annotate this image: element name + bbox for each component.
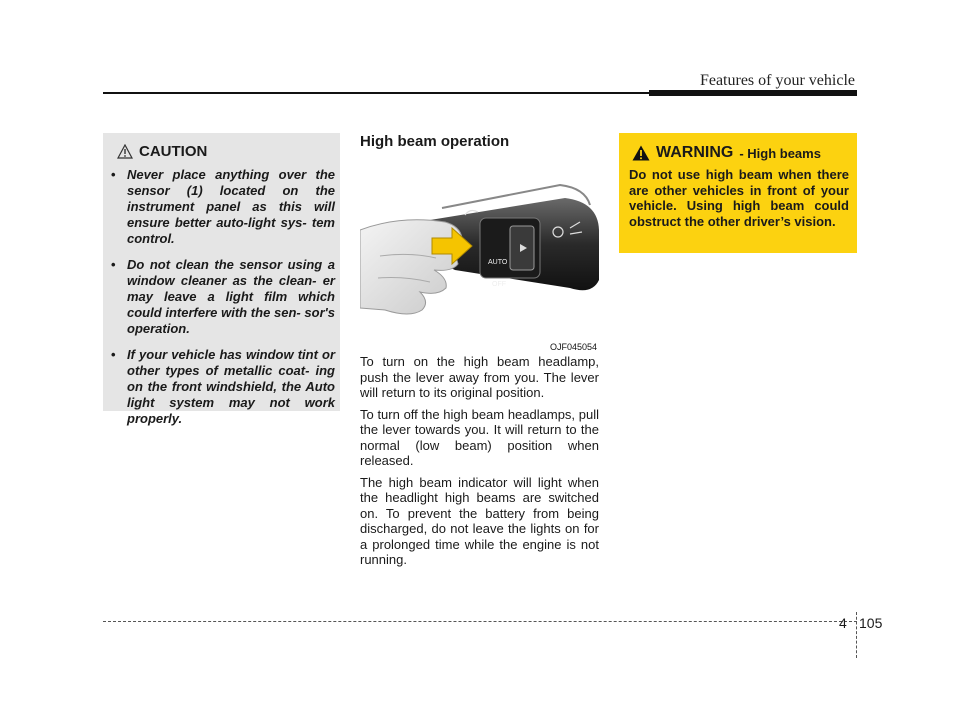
caution-heading-text: CAUTION — [139, 143, 208, 160]
header-rule-accent — [649, 90, 857, 96]
warning-heading — [632, 144, 821, 162]
caution-item: • Never place anything over the sensor (1) located on the instrument panel as this will ensure better auto-light sys- tem control. — [113, 167, 335, 247]
body-text — [360, 354, 599, 574]
warning-text: Do not use high beam when there are other vehicles in front of your vehicle. Using high beam could obstruct the other driver’s vision. — [629, 167, 849, 229]
caution-item: • If your vehicle has window tint or other types of metallic coat- ing on the front windshield, the Auto light system may not work properly. — [113, 347, 335, 427]
caution-box — [103, 133, 340, 426]
figure-code: OJF045054 — [549, 342, 597, 352]
caution-triangle-icon — [117, 144, 133, 159]
switch-label-off: OFF — [492, 281, 506, 288]
caution-list — [113, 167, 335, 437]
section-title: High beam operation — [360, 133, 510, 150]
headlamp-lever-illustration — [360, 160, 599, 355]
body-paragraph: The high beam indicator will light when the headlight high beams are switched on. To prevent the battery from being discharged, do not leave the lights on for a prolonged time while the engine is not running. — [360, 474, 599, 567]
page-header-title: Features of your vehicle — [699, 72, 855, 89]
warning-subtitle: - High beams — [739, 145, 821, 161]
chapter-number: 4 — [839, 615, 847, 631]
main-column — [360, 133, 599, 567]
headlamp-lever-figure — [360, 160, 599, 355]
body-paragraph: To turn off the high beam headlamps, pull the lever towards you. It will return to the normal (low beam) position when released. — [360, 406, 599, 468]
body-paragraph: To turn on the high beam headlamp, push the lever away from you. The lever will return to its original position. — [360, 354, 599, 400]
warning-triangle-icon — [632, 145, 650, 161]
warning-word: WARNING — [656, 144, 734, 161]
page-number: 105 — [859, 615, 883, 631]
caution-heading — [117, 143, 207, 160]
footer-divider — [856, 612, 857, 658]
caution-item: • Do not clean the sensor using a window cleaner as the clean- er may leave a light film which could interfere with the sen- sor's operation. — [113, 257, 335, 337]
switch-label-auto: AUTO — [488, 259, 508, 266]
warning-box — [619, 133, 857, 253]
footer-rule — [103, 621, 857, 622]
